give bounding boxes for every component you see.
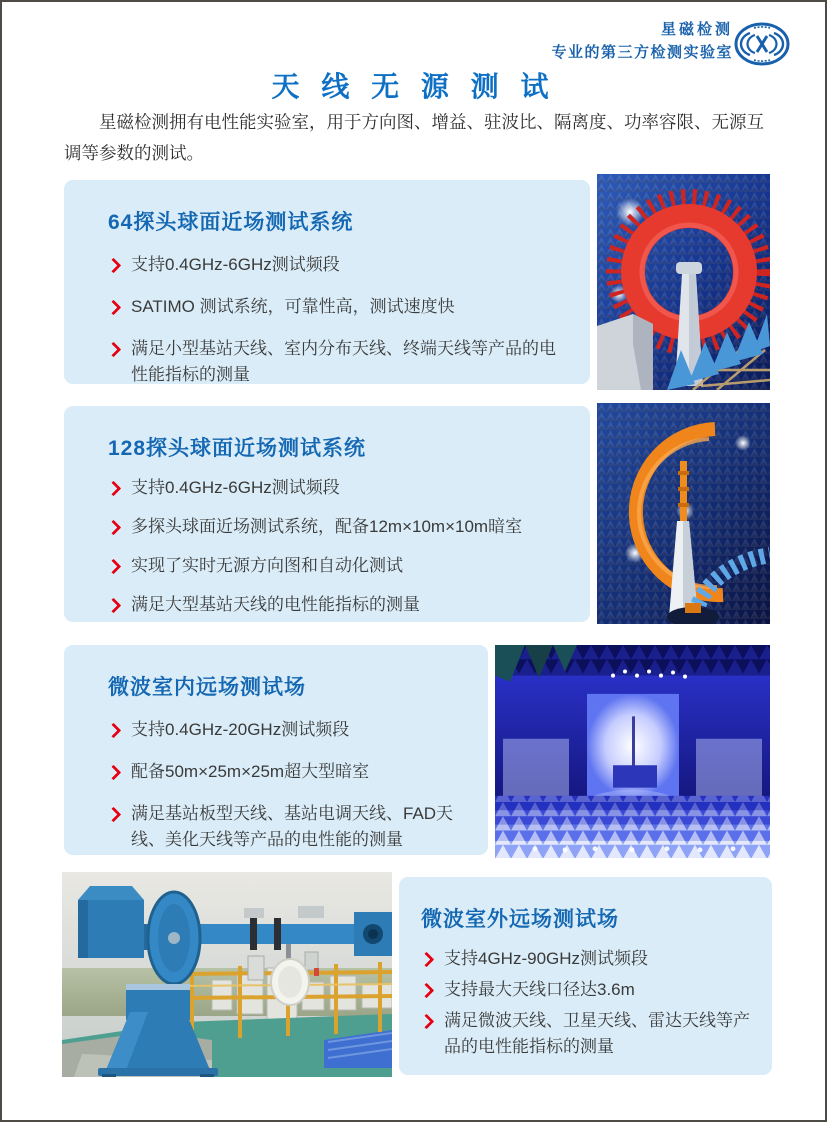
chevron-bullet-icon <box>106 559 122 575</box>
bullet-item <box>108 592 572 618</box>
chevron-bullet-icon <box>106 300 122 316</box>
bullet-text: 支持0.4GHz-6GHz测试频段 <box>131 255 340 274</box>
bullet-text: SATIMO 测试系统，可靠性高，测试速度快 <box>131 297 455 316</box>
bullet-text: 多探头球面近场测试系统，配备12m×10m×10m暗室 <box>131 517 523 536</box>
bullet-item <box>421 977 756 1003</box>
anechoic-chamber-red-ring-photo <box>597 174 770 390</box>
section-card-128-probe <box>64 406 590 622</box>
section-title: 64探头球面近场测试系统 <box>108 211 354 234</box>
bullet-list <box>108 252 572 388</box>
brand-logo-icon <box>734 21 790 67</box>
bullet-item <box>108 294 572 320</box>
chevron-bullet-icon <box>106 598 122 614</box>
section-card-indoor-far-field <box>64 645 488 855</box>
section-card-64-probe <box>64 180 590 384</box>
bullet-text: 配备50m×25m×25m超大型暗室 <box>131 762 370 781</box>
bullet-list <box>108 717 470 853</box>
chevron-bullet-icon <box>106 765 122 781</box>
chevron-bullet-icon <box>106 723 122 739</box>
bullet-text: 满足大型基站天线的电性能指标的测量 <box>131 595 420 614</box>
bullet-item <box>108 717 470 743</box>
chevron-bullet-icon <box>419 1014 435 1030</box>
bullet-item <box>108 801 470 853</box>
chevron-bullet-icon <box>106 807 122 823</box>
bullet-item <box>108 252 572 278</box>
bullet-item <box>421 1008 756 1060</box>
bullet-list <box>108 475 572 618</box>
chevron-bullet-icon <box>106 481 122 497</box>
bullet-item <box>108 553 572 579</box>
bullet-text: 支持0.4GHz-6GHz测试频段 <box>131 478 340 497</box>
chevron-bullet-icon <box>106 520 122 536</box>
bullet-text: 满足小型基站天线、室内分布天线、终端天线等产品的电性能指标的测量 <box>131 339 556 384</box>
header-brand <box>551 19 733 64</box>
bullet-item <box>108 336 572 388</box>
intro-paragraph: 星磁检测拥有电性能实验室，用于方向图、增益、驻波比、隔离度、功率容限、无源互调等参数的测试。 <box>64 112 764 164</box>
page-title: 天 线 无 源 测 试 <box>271 71 556 102</box>
anechoic-chamber-orange-arc-photo <box>597 403 770 624</box>
chevron-bullet-icon <box>419 983 435 999</box>
bullet-list <box>421 946 756 1060</box>
bullet-text: 满足微波天线、卫星天线、雷达天线等产品的电性能指标的测量 <box>444 1011 750 1056</box>
chevron-bullet-icon <box>106 258 122 274</box>
bullet-item <box>108 475 572 501</box>
bullet-text: 支持最大天线口径达3.6m <box>444 980 635 999</box>
bullet-text: 支持4GHz-90GHz测试频段 <box>444 949 649 968</box>
bullet-text: 实现了实时无源方向图和自动化测试 <box>131 556 403 575</box>
blue-far-field-chamber-photo <box>495 645 770 858</box>
bullet-item <box>108 514 572 540</box>
rooftop-antenna-positioner-photo <box>62 872 392 1077</box>
brand-tagline: 专业的第三方检测实验室 <box>551 43 733 61</box>
section-title: 微波室内远场测试场 <box>108 676 306 699</box>
bullet-text: 满足基站板型天线、基站电调天线、FAD天线、美化天线等产品的电性能的测量 <box>131 804 454 849</box>
section-title: 微波室外远场测试场 <box>421 908 619 931</box>
chevron-bullet-icon <box>106 342 122 358</box>
brand-name: 星磁检测 <box>660 21 733 38</box>
section-card-outdoor-far-field <box>399 877 772 1075</box>
chevron-bullet-icon <box>419 952 435 968</box>
bullet-item <box>421 946 756 972</box>
section-title: 128探头球面近场测试系统 <box>108 437 367 460</box>
bullet-item <box>108 759 470 785</box>
bullet-text: 支持0.4GHz-20GHz测试频段 <box>131 720 350 739</box>
